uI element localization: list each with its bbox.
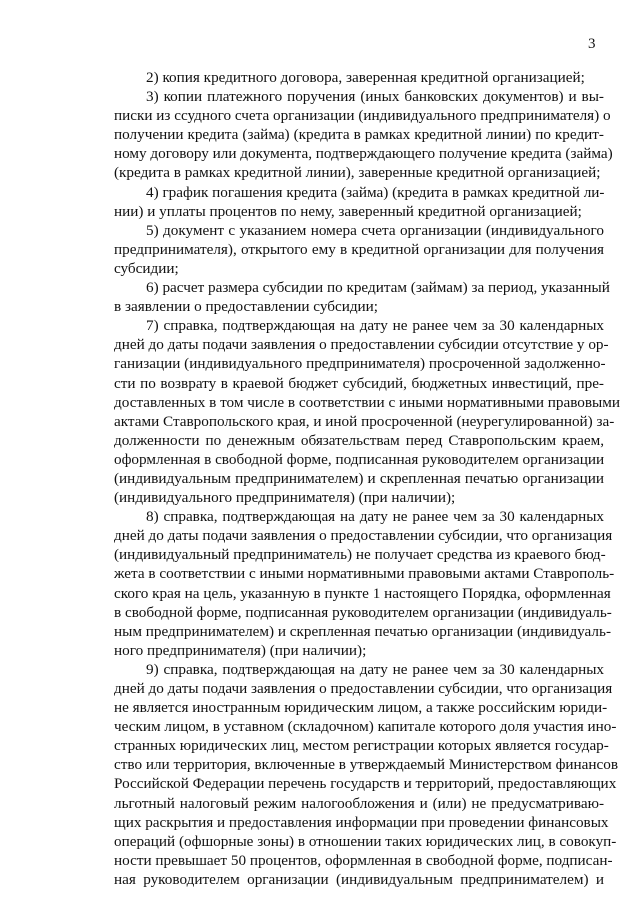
- text-line: 5) документ с указанием номера счета организации (индивидуального: [146, 221, 604, 239]
- text-line: ная руководителем организации (индивидуальным предпринимателем) и: [114, 870, 604, 888]
- text-line: (индивидуальным предпринимателем) и скрепленная печатью организации: [114, 469, 604, 487]
- paragraph: [114, 660, 619, 889]
- text-line: 7) справка, подтверждающая на дату не ранее чем за 30 календарных: [146, 317, 604, 335]
- text-line: доставленных в том числе в соответствии с иными нормативными правовыми: [114, 393, 620, 411]
- text-line: в свободной форме, подписанная руководителем организации (индивидуаль-: [114, 603, 612, 621]
- text-line: субсидии;: [114, 259, 179, 277]
- paragraph: [114, 183, 604, 221]
- text-line: дней до даты подачи заявления о предоставлении субсидии отсутствие у ор-: [114, 336, 609, 354]
- text-line: получении кредита (займа) (кредита в рамках кредитной линии) по кредит-: [114, 126, 604, 144]
- paragraph: [114, 278, 610, 316]
- text-line: льготный налоговый режим налогообложения и (или) не предусматриваю-: [114, 794, 604, 812]
- text-line: жета в соответствии с иными нормативными правовыми актами Ставрополь-: [114, 565, 615, 583]
- paragraph: [114, 68, 604, 87]
- text-line: (индивидуальный предприниматель) не получает средства из краевого бюд-: [114, 546, 606, 564]
- text-line: сти по возврату в краевой бюджет субсидий, бюджетных инвестиций, пре-: [114, 374, 604, 392]
- text-line: 8) справка, подтверждающая на дату не ранее чем за 30 календарных: [146, 508, 604, 526]
- text-line: в заявлении о предоставлении субсидии;: [114, 298, 379, 316]
- paragraph: [114, 507, 615, 660]
- paragraph: [114, 316, 620, 507]
- text-line: операций (офшорные зоны) в отношении таких юридических лиц, в совокуп-: [114, 832, 617, 850]
- text-line: ческим лицом, в уставном (складочном) капитале которого доля участия ино-: [114, 718, 617, 736]
- text-line: ского края на цель, указанную в пункте 1 настоящего Порядка, оформленная: [114, 584, 611, 602]
- text-line: 3) копии платежного поручения (иных банковских документов) и вы-: [146, 88, 604, 106]
- text-line: 2) копия кредитного договора, заверенная кредитной организацией;: [146, 69, 585, 86]
- text-line: ного предпринимателя) (при наличии);: [114, 641, 367, 659]
- text-line: ным предпринимателем) и скрепленная печатью организации (индивидуаль-: [114, 622, 611, 640]
- text-line: актами Ставропольского края, и иной просроченной (неурегулированной) за-: [114, 412, 615, 430]
- text-line: 4) график погашения кредита (займа) (кредита в рамках кредитной ли-: [146, 183, 605, 201]
- text-line: странных юридических лиц, местом регистрации которых является государ-: [114, 737, 609, 755]
- text-line: (индивидуального предпринимателя) (при наличии);: [114, 489, 456, 507]
- text-line: ности превышает 50 процентов, оформленная в свободной форме, подписан-: [114, 851, 613, 869]
- text-line: (кредита в рамках кредитной линии), заверенные кредитной организацией;: [114, 164, 601, 182]
- text-line: оформленная в свободной форме, подписанная руководителем организации: [114, 450, 605, 468]
- text-line: ство или территория, включенные в утверждаемый Министерством финансов: [114, 756, 619, 774]
- text-line: нии) и уплаты процентов по нему, заверенный кредитной организацией;: [114, 202, 582, 220]
- text-line: дней до даты подачи заявления о предоставлении субсидии, что организация: [114, 527, 613, 545]
- text-line: Российской Федерации перечень государств и территорий, предоставляющих: [114, 775, 617, 793]
- text-line: дней до даты подачи заявления о предоставлении субсидии, что организация: [114, 680, 613, 697]
- text-line: щих раскрытия и предоставления информации при проведении финансовых: [114, 813, 609, 831]
- paragraph: [114, 221, 604, 278]
- paragraph: [114, 87, 613, 182]
- text-line: ному договору или документа, подтверждающего получение кредита (займа): [114, 145, 613, 163]
- page-number: 3: [588, 36, 596, 52]
- text-line: не является иностранным юридическим лицом, а также российским юриди-: [114, 699, 608, 717]
- document-body: [114, 68, 620, 889]
- text-line: долженности по денежным обязательствам перед Ставропольским краем,: [114, 431, 604, 449]
- text-line: предпринимателя), открытого ему в кредитной организации для получения: [114, 240, 604, 258]
- text-line: 9) справка, подтверждающая на дату не ранее чем за 30 календарных: [146, 660, 604, 678]
- text-line: ганизации (индивидуального предпринимателя) просроченной задолженно-: [114, 355, 606, 373]
- text-line: 6) расчет размера субсидии по кредитам (займам) за период, указанный: [146, 279, 610, 297]
- text-line: писки из ссудного счета организации (индивидуального предпринимателя) о: [114, 107, 611, 125]
